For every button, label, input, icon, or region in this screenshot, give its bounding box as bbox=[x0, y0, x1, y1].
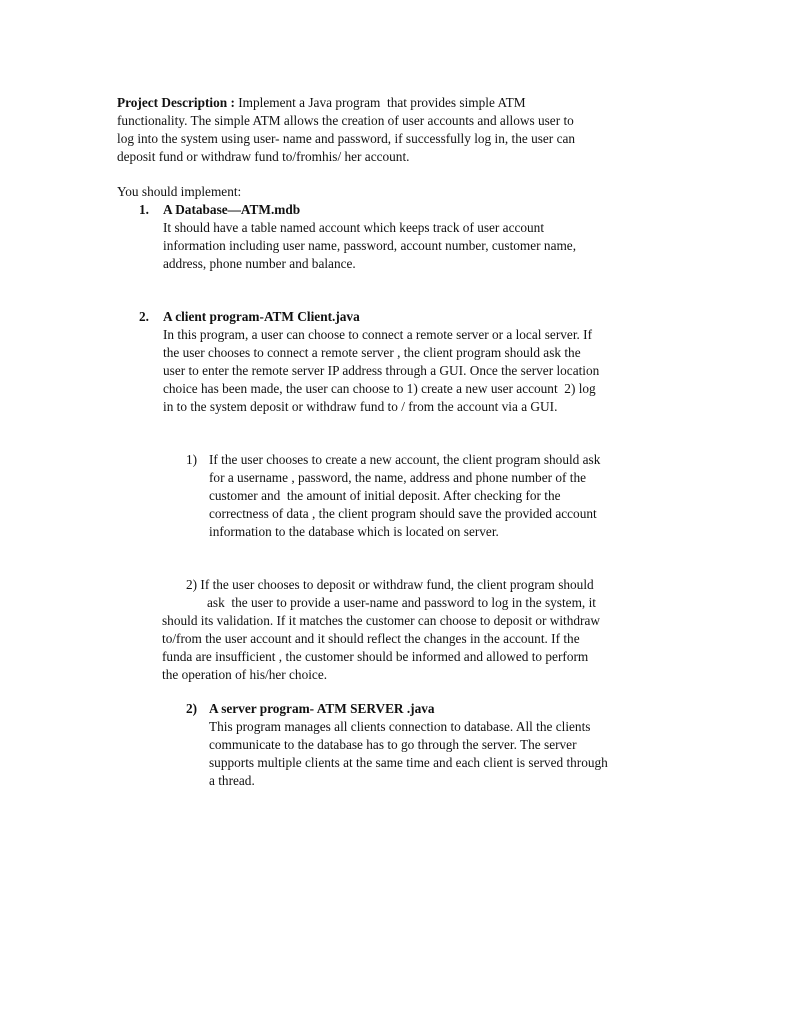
item-1-number: 1) bbox=[186, 452, 198, 467]
section-2-number: 2. bbox=[139, 309, 149, 324]
item-2-line-6: the operation of his/her choice. bbox=[162, 667, 328, 682]
implement-heading: You should implement: bbox=[117, 184, 242, 199]
section-2-line-1: In this program, a user can choose to connect a remote server or a local server. If bbox=[163, 327, 593, 342]
section-2-line-5: in to the system deposit or withdraw fund to / from the account via a GUI. bbox=[163, 399, 558, 414]
section-3-line-3: supports multiple clients at the same time and each client is served through bbox=[209, 755, 608, 770]
section-3-line-1: This program manages all clients connection to database. All the clients bbox=[209, 719, 591, 734]
intro-line-2: functionality. The simple ATM allows the creation of user accounts and allows user to bbox=[117, 113, 574, 128]
section-2-line-3: user to enter the remote server IP address through a GUI. Once the server location bbox=[163, 363, 600, 378]
section-3-number: 2) bbox=[186, 701, 198, 716]
section-2-title: A client program-ATM Client.java bbox=[163, 309, 360, 324]
section-1-line-1: It should have a table named account which keeps track of user account bbox=[163, 220, 545, 235]
item-2-line-1: 2) If the user chooses to deposit or withdraw fund, the client program should bbox=[186, 577, 594, 592]
section-3-title: A server program- ATM SERVER .java bbox=[209, 701, 435, 716]
item-1-line-1: If the user chooses to create a new account, the client program should ask bbox=[209, 452, 601, 467]
section-1-title: A Database—ATM.mdb bbox=[163, 202, 301, 217]
section-1-line-2: information including user name, password, account number, customer name, bbox=[163, 238, 577, 253]
item-1-line-2: for a username , password, the name, address and phone number of the bbox=[209, 470, 586, 485]
intro-label: Project Description : bbox=[117, 95, 235, 110]
item-1-line-5: information to the database which is located on server. bbox=[209, 524, 499, 539]
item-1-line-4: correctness of data , the client program should save the provided account bbox=[209, 506, 597, 521]
item-2-line-3: should its validation. If it matches the customer can choose to deposit or withdraw bbox=[162, 613, 600, 628]
section-1-line-3: address, phone number and balance. bbox=[163, 256, 356, 271]
section-3-line-4: a thread. bbox=[209, 773, 255, 788]
intro-line-3: log into the system using user- name and password, if successfully log in, the user can bbox=[117, 131, 576, 146]
item-2-line-4: to/from the user account and it should reflect the changes in the account. If the bbox=[162, 631, 580, 646]
section-2-line-4: choice has been made, the user can choose to 1) create a new user account 2) log bbox=[163, 381, 596, 396]
item-2-line-5: funda are insufficient , the customer should be informed and allowed to perform bbox=[162, 649, 589, 664]
section-3-line-2: communicate to the database has to go through the server. The server bbox=[209, 737, 577, 752]
item-2-line-2: ask the user to provide a user-name and password to log in the system, it bbox=[207, 595, 596, 610]
intro-text: Implement a Java program that provides simple ATM bbox=[234, 95, 526, 110]
item-1-line-3: customer and the amount of initial deposit. After checking for the bbox=[209, 488, 561, 503]
section-2-line-2: the user chooses to connect a remote server , the client program should ask the bbox=[163, 345, 581, 360]
intro-line-4: deposit fund or withdraw fund to/fromhis/ her account. bbox=[117, 149, 410, 164]
section-1-number: 1. bbox=[139, 202, 149, 217]
intro-line-1 bbox=[117, 94, 526, 112]
